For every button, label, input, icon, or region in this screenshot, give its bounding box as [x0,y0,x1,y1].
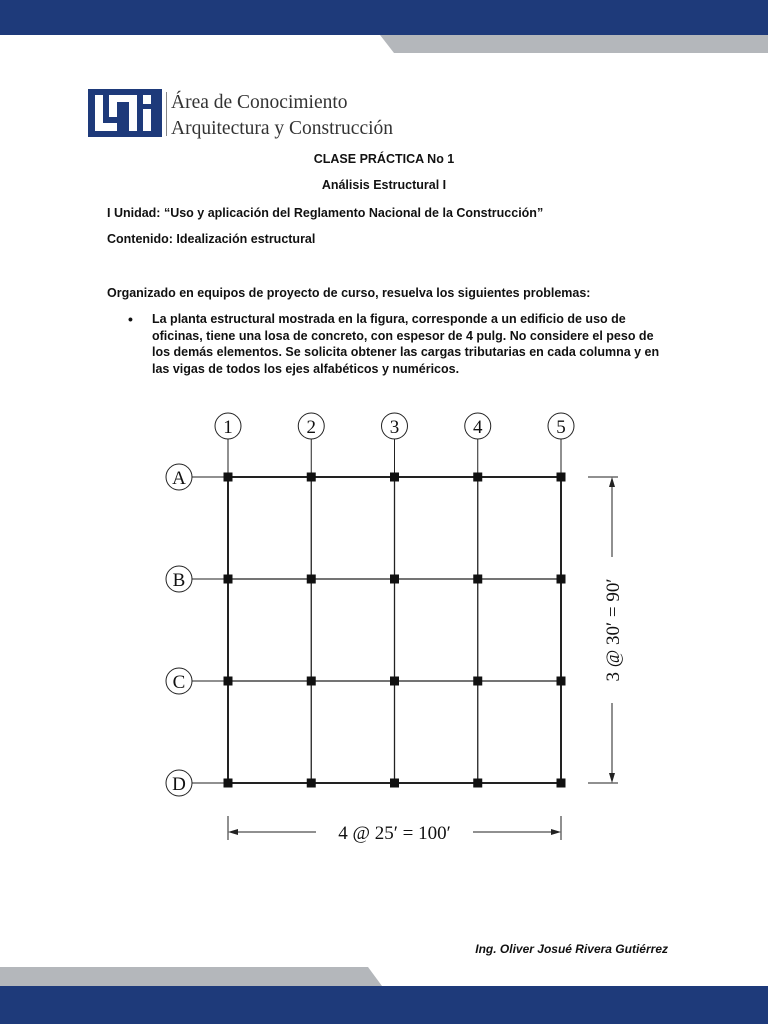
column-marker [224,575,233,584]
column-axis-label: 4 [473,417,483,438]
column-marker [390,779,399,788]
column-marker [557,779,566,788]
row-axis-label: D [172,774,186,795]
document-subtitle: Análisis Estructural I [321,178,447,192]
column-axis-label: 5 [556,417,566,438]
column-marker [473,677,482,686]
unit-line: I Unidad: “Uso y aplicación del Reglamento Nacional de la Construcción” [107,206,544,220]
column-marker [557,473,566,482]
row-axis-label: A [172,468,186,489]
structural-plan [150,405,630,845]
author-signature: Ing. Oliver Josué Rivera Gutiérrez [475,942,668,956]
column-marker [557,677,566,686]
column-marker [307,473,316,482]
column-marker [307,779,316,788]
top-gray-band [380,35,768,53]
document-title: CLASE PRÁCTICA No 1 [313,152,455,166]
org-name-line2: Arquitectura y Construcción [171,118,394,139]
horizontal-dimension-label: 4 @ 25′ = 100′ [338,823,451,844]
column-marker [390,575,399,584]
row-axis-label: B [172,570,186,591]
column-marker [557,575,566,584]
column-marker [307,677,316,686]
column-marker [224,473,233,482]
logo-divider [166,92,167,136]
bottom-gray-band [0,967,382,986]
top-navy-band [0,0,768,35]
column-marker [473,575,482,584]
column-marker [390,473,399,482]
problem-statement: La planta estructural mostrada en la figura, corresponde a un edificio de uso de oficinas, tiene una losa de concreto, con espesor de 4 pulg. No considere el peso de los demás elementos. Se solicita obtener las cargas tributarias en cada columna y en las vigas de todos los ejes alfabéticos y numéricos. [152,312,660,376]
column-marker [224,779,233,788]
dimension-arrow [609,773,615,783]
instructions-line: Organizado en equipos de proyecto de curso, resuelva los siguientes problemas: [107,286,591,300]
column-axis-label: 1 [223,417,233,438]
bottom-navy-band [0,986,768,1024]
dimension-arrow [609,477,615,487]
dimension-arrow [551,829,561,835]
column-axis-label: 2 [306,417,316,438]
column-marker [473,779,482,788]
column-marker [307,575,316,584]
university-logo [88,89,162,137]
column-axis-label: 3 [389,417,400,438]
column-marker [390,677,399,686]
column-marker [224,677,233,686]
column-marker [473,473,482,482]
org-name-line1: Área de Conocimiento [171,92,348,113]
dimension-arrow [228,829,238,835]
bullet-icon: • [128,311,133,327]
content-line: Contenido: Idealización estructural [107,232,316,246]
vertical-dimension-label: 3 @ 30′ = 90′ [603,578,624,682]
row-axis-label: C [172,672,186,693]
